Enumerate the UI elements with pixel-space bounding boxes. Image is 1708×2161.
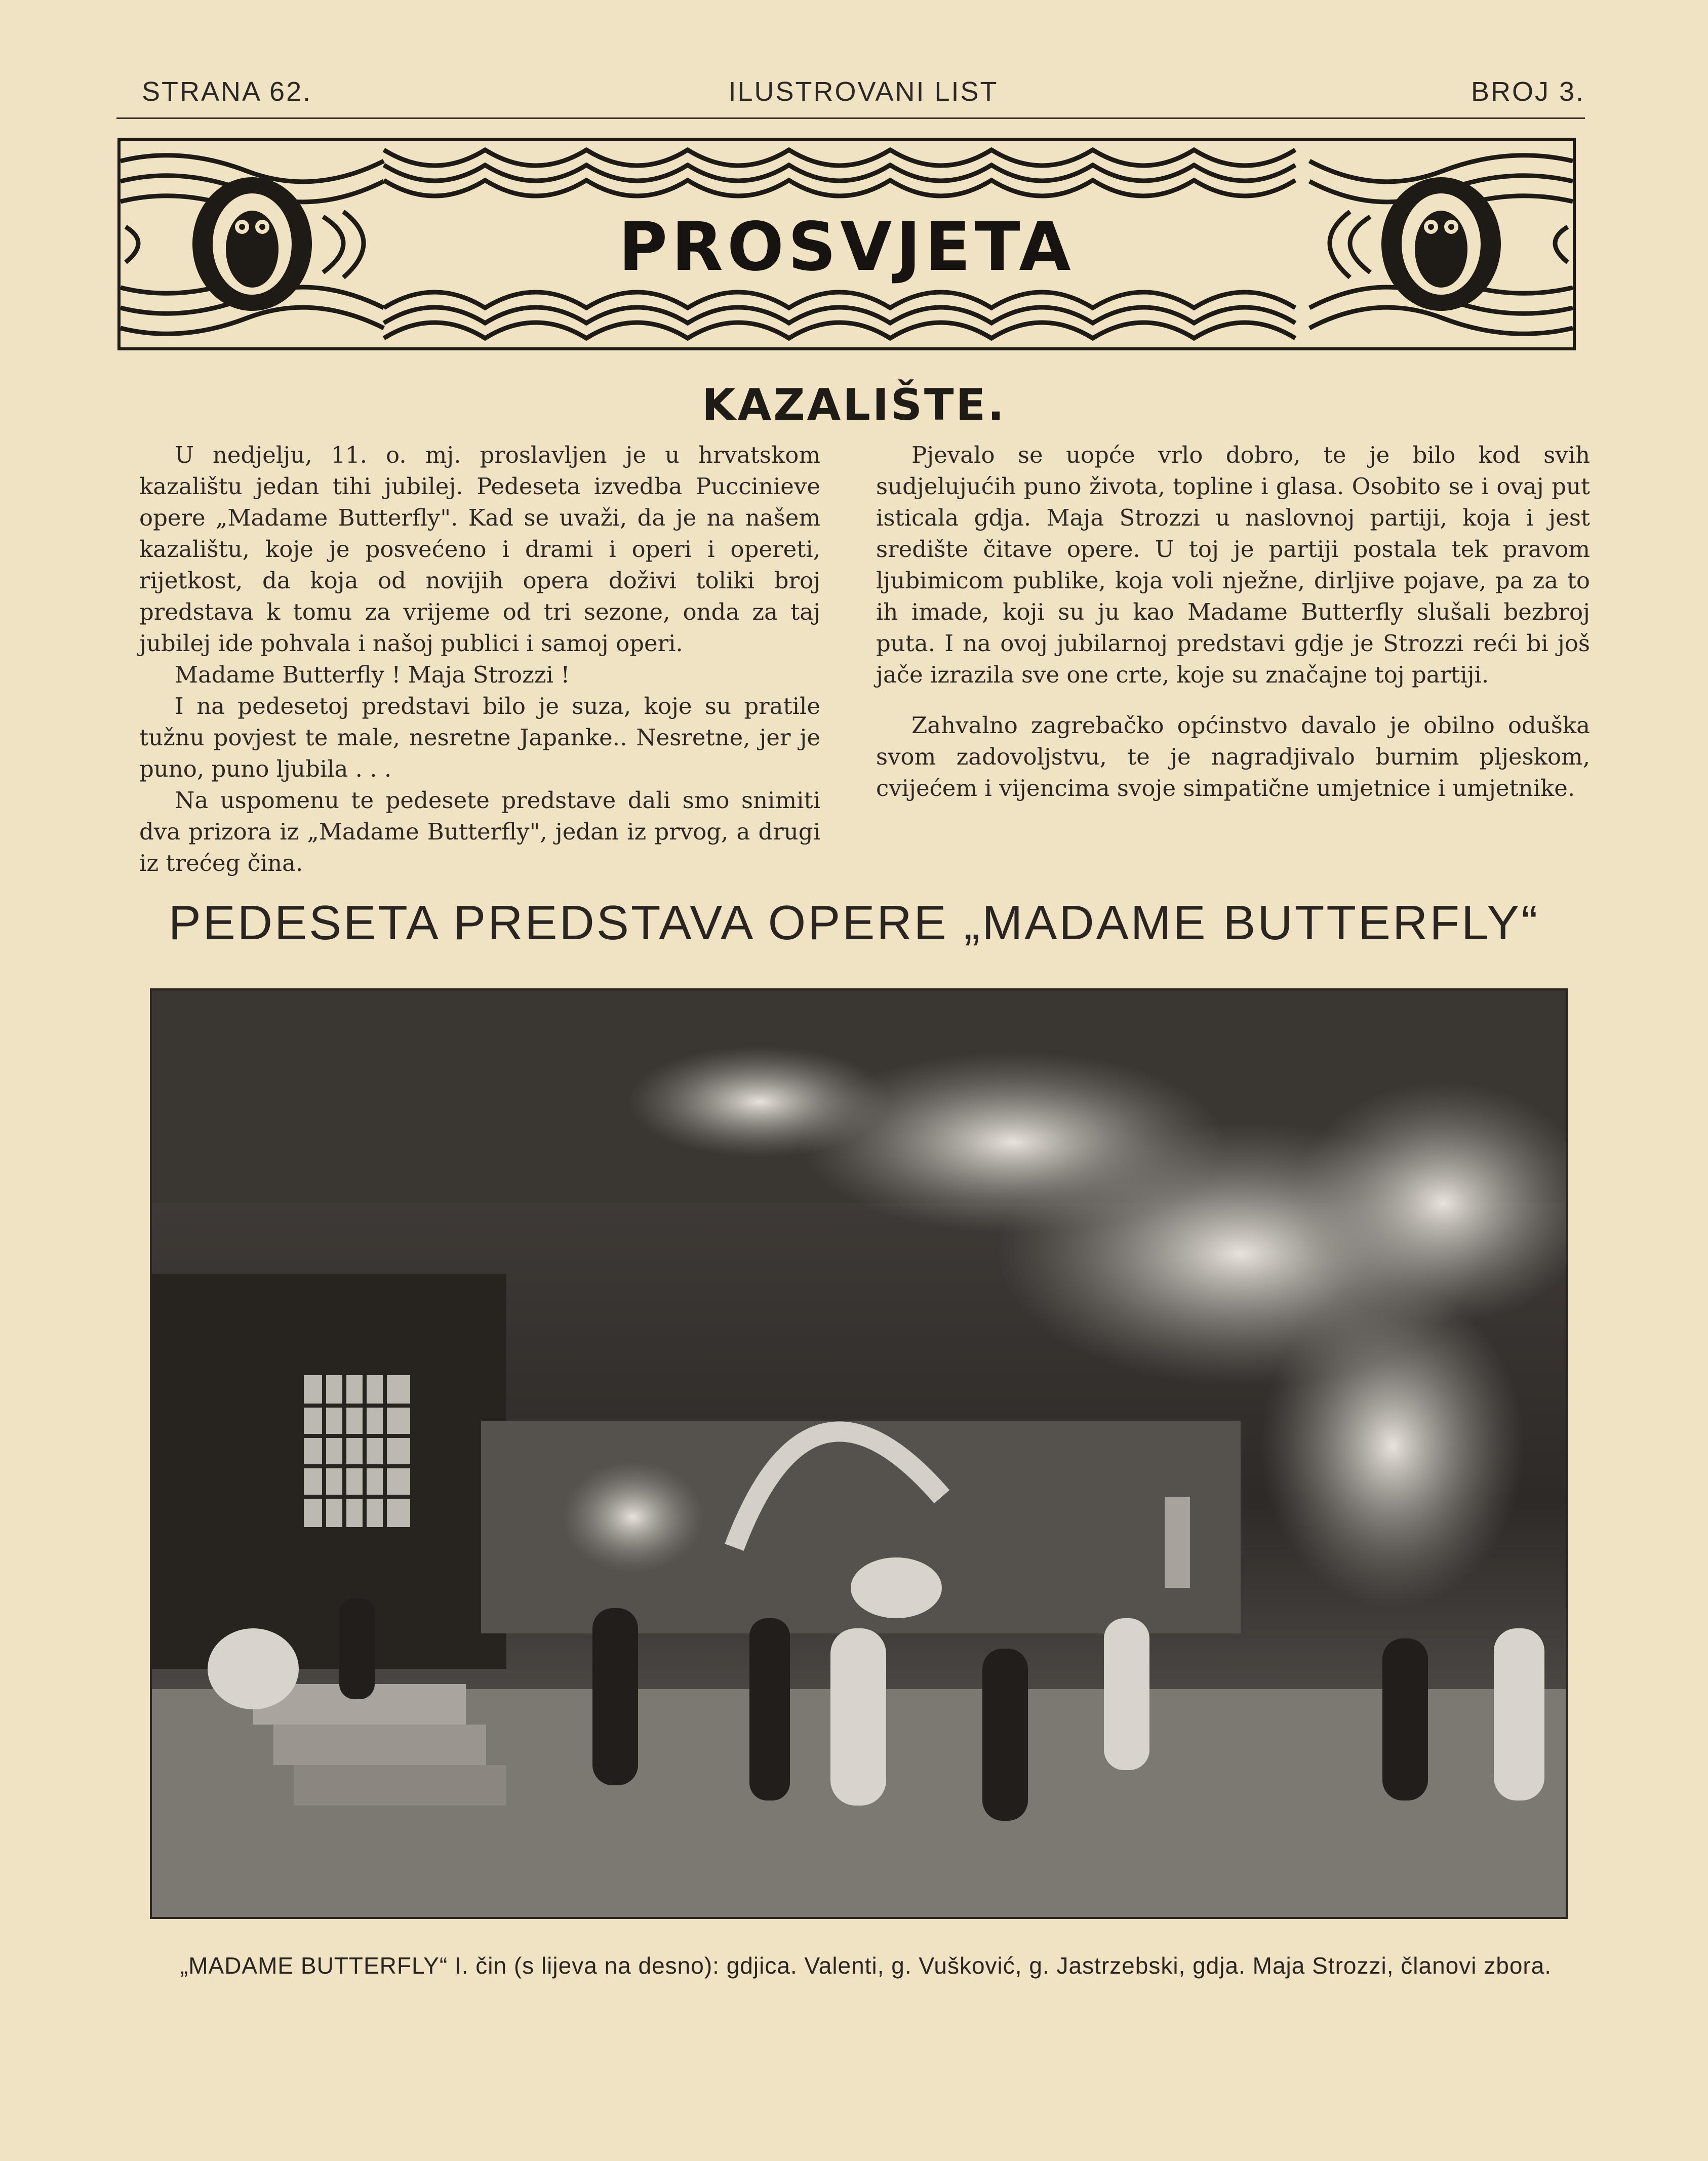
running-head — [142, 76, 1585, 116]
paragraph: Madame Butterfly ! Maja Strozzi ! — [175, 661, 570, 688]
owl-icon — [192, 177, 312, 311]
stage-scene-image — [152, 990, 1566, 1917]
header-rule — [116, 117, 1585, 119]
page-number: STRANA 62. — [142, 76, 312, 107]
owl-icon — [1381, 177, 1501, 311]
paragraph: U nedjelju, 11. o. mj. proslavljen je u hrvatskom kazalištu jedan tihi jubilej. Pedeseta izvedba Puccinieve opere „Madame Butterfly". Kad se uvaži, da je na našem kazalištu, koje je posvećeno i drami i operi i opereti, rijetkost, da koja od novijih opera doživi toliki broj predstava k tomu za vrijeme od tri sezone, onda za taj jubilej ide pohvala i našoj publici i samoj operi. — [139, 442, 820, 657]
article-left-column — [139, 439, 820, 879]
feature-headline: PEDESETA PREDSTAVA OPERE „MADAME BUTTERFLY“ — [168, 896, 1540, 950]
stage-photograph — [150, 988, 1568, 1919]
paragraph: Zahvalno zagrebačko općinstvo davalo je obilno oduška svom zadovoljstvu, te je nagradjivalo burnim pljeskom, cvijećem i vijencima svoje simpatične umjetnice i umjetnike. — [876, 712, 1590, 802]
banner-title: PROSVJETA — [384, 207, 1309, 288]
article-right-column — [876, 439, 1590, 804]
photo-caption: „MADAME BUTTERFLY“ I. čin (s lijeva na desno): gdjica. Valenti, g. Vušković, g. Jastrzebski, gdja. Maja Strozzi, članovi zbora. — [180, 1952, 1552, 1979]
issue-number: BROJ 3. — [1471, 76, 1585, 107]
paragraph: I na pedesetoj predstavi bilo je suza, koje su pratile tužnu povjest te male, nesretne Japanke.. Nesretne, jer je puno, puno ljubila . . . — [139, 693, 820, 782]
article-title: KAZALIŠTE. — [702, 380, 1006, 430]
paragraph: Pjevalo se uopće vrlo dobro, te je bilo kod svih sudjelujućih puno života, topline i glasa. Osobito se i ovaj put isticala gdja. Maja Strozzi u naslovnoj partiji, koja i jest središte čitave opere. U toj je partiji postala tek pravom ljubimicom publike, koja voli nježne, dirljive pojave, pa za to ih imade, koji su ju kao Madame Butterfly slušali bezbroj puta. I na ovoj jubilarnoj predstavi gdje je Strozzi reći bi još jače izrazila sve one crte, koje su značajne toj partiji. — [876, 442, 1590, 688]
section-banner — [117, 138, 1576, 350]
publication-title: ILUSTROVANI LIST — [728, 76, 999, 107]
paragraph: Na uspomenu te pedesete predstave dali smo snimiti dva prizora iz „Madame Butterfly", jedan iz prvog, a drugi iz trećeg čina. — [139, 787, 820, 876]
